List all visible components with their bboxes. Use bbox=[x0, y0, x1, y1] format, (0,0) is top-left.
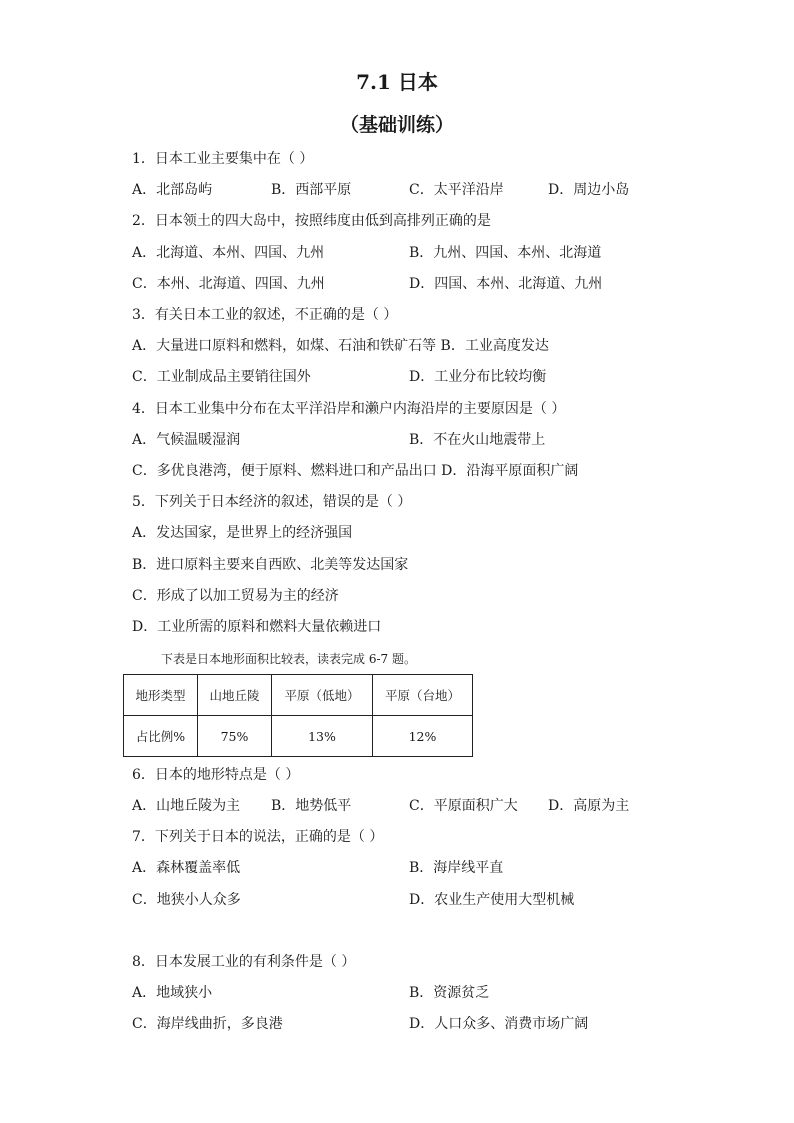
question-3-option-a-b: A．大量进口原料和燃料，如煤、石油和铁矿石等 B．工业高度发达 bbox=[132, 338, 549, 354]
table-header-cell: 平原（低地） bbox=[272, 675, 373, 716]
table-caption: 下表是日本地形面积比较表，读表完成 6-7 题。 bbox=[161, 652, 416, 666]
table-cell: 12% bbox=[373, 716, 473, 757]
question-6-option-c: C．平原面积广大 bbox=[409, 798, 518, 814]
table-header-cell: 山地丘陵 bbox=[198, 675, 272, 716]
table-header-row bbox=[124, 675, 473, 716]
question-2-option-c: C．本州、北海道、四国、九州 bbox=[132, 276, 325, 292]
question-1-option-a: A．北部岛屿 bbox=[132, 182, 213, 198]
question-3-stem: 3．有关日本工业的叙述，不正确的是（ ） bbox=[132, 307, 398, 323]
table-cell: 13% bbox=[272, 716, 373, 757]
question-7-option-a: A．森林覆盖率低 bbox=[132, 860, 241, 876]
question-1-option-d: D．周边小岛 bbox=[548, 182, 630, 198]
question-7-option-b: B．海岸线平直 bbox=[409, 860, 504, 876]
question-6-option-a: A．山地丘陵为主 bbox=[132, 798, 241, 814]
question-8-option-a: A．地域狭小 bbox=[132, 985, 213, 1001]
question-1-option-b: B．西部平原 bbox=[271, 182, 352, 198]
question-2-stem: 2．日本领土的四大岛中，按照纬度由低到高排列正确的是 bbox=[132, 213, 491, 229]
question-5-option-d: D．工业所需的原料和燃料大量依赖进口 bbox=[132, 619, 382, 635]
table-cell: 占比例% bbox=[124, 716, 198, 757]
question-2-option-a: A．北海道、本州、四国、九州 bbox=[132, 245, 325, 261]
question-4-option-c-d: C．多优良港湾，便于原料、燃料进口和产品出口 D．沿海平原面积广阔 bbox=[132, 463, 579, 479]
question-5-option-a: A．发达国家，是世界上的经济强国 bbox=[132, 525, 353, 541]
question-2-option-b: B．九州、四国、本州、北海道 bbox=[409, 245, 602, 261]
question-7-stem: 7．下列关于日本的说法，正确的是（ ） bbox=[132, 829, 384, 845]
document-subtitle: （基础训练） bbox=[339, 114, 454, 136]
table-cell: 75% bbox=[198, 716, 272, 757]
question-5-stem: 5．下列关于日本经济的叙述，错误的是（ ） bbox=[132, 494, 412, 510]
question-4-option-b: B．不在火山地震带上 bbox=[409, 432, 546, 448]
question-8-option-d: D．人口众多、消费市场广阔 bbox=[409, 1016, 589, 1032]
table-row bbox=[124, 716, 473, 757]
question-4-stem: 4．日本工业集中分布在太平洋沿岸和濑户内海沿岸的主要原因是（ ） bbox=[132, 401, 566, 417]
question-6-option-b: B．地势低平 bbox=[271, 798, 352, 814]
question-7-option-d: D．农业生产使用大型机械 bbox=[409, 892, 575, 908]
question-6-option-d: D．高原为主 bbox=[548, 798, 630, 814]
table-header-cell: 平原（台地） bbox=[373, 675, 473, 716]
question-6-stem: 6．日本的地形特点是（ ） bbox=[132, 767, 300, 783]
question-5-option-c: C．形成了以加工贸易为主的经济 bbox=[132, 588, 339, 604]
question-8-option-b: B．资源贫乏 bbox=[409, 985, 490, 1001]
question-3-option-c: C．工业制成品主要销往国外 bbox=[132, 369, 311, 385]
question-4-option-a: A．气候温暖湿润 bbox=[132, 432, 241, 448]
table-header-cell: 地形类型 bbox=[124, 675, 198, 716]
question-8-stem: 8．日本发展工业的有利条件是（ ） bbox=[132, 954, 356, 970]
question-3-option-d: D．工业分布比较均衡 bbox=[409, 369, 547, 385]
document-title: 7.1 日本 bbox=[356, 70, 438, 94]
question-1-option-c: C．太平洋沿岸 bbox=[409, 182, 504, 198]
question-8-option-c: C．海岸线曲折，多良港 bbox=[132, 1016, 283, 1032]
terrain-area-table bbox=[123, 674, 473, 757]
question-7-option-c: C．地狭小人众多 bbox=[132, 892, 241, 908]
question-5-option-b: B．进口原料主要来自西欧、北美等发达国家 bbox=[132, 557, 409, 573]
question-2-option-d: D．四国、本州、北海道、九州 bbox=[409, 276, 603, 292]
question-1-stem: 1．日本工业主要集中在（ ） bbox=[132, 151, 314, 167]
